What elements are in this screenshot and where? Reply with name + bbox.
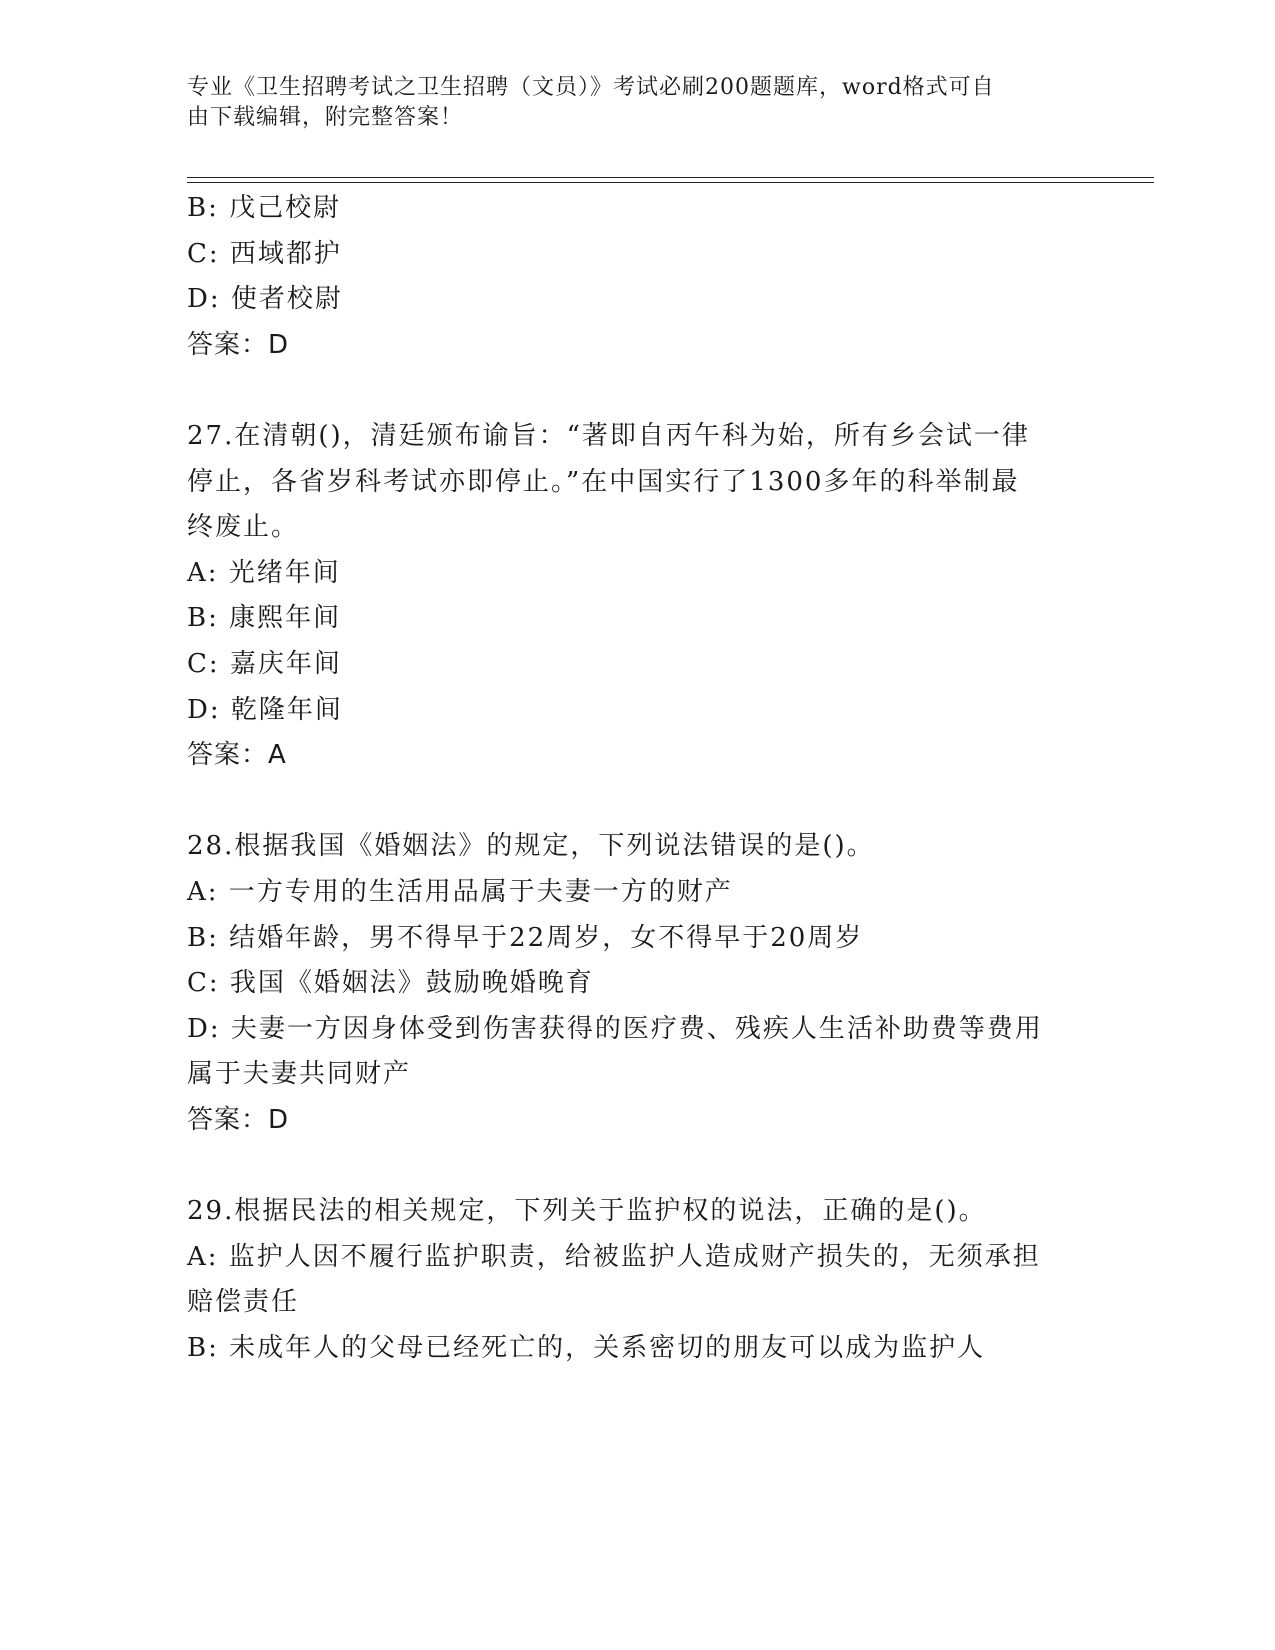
option-c: C: 我国《婚姻法》鼓励晚婚晚育 [187,968,594,999]
answer-line: 答案：D [187,1104,290,1135]
question-body [187,186,1087,1371]
question-29 [187,1189,1087,1371]
question-27 [187,414,1087,779]
answer-line: 答案：D [187,329,290,360]
option-d-continued: 属于夫妻共同财产 [187,1059,412,1090]
option-c: C: 西域都护 [187,238,342,269]
option-d: D: 使者校尉 [187,284,343,315]
option-b: B: 戊己校尉 [187,193,342,223]
header-line-1: 专业《卫生招聘考试之卫生招聘（文员）》考试必刷200题题库，word格式可自 [187,75,995,100]
option-b: B: 结婚年龄，男不得早于22周岁，女不得早于20周岁 [187,922,864,953]
question-stem-line: 27.在清朝()，清廷颁布谕旨：“著即自丙午科为始，所有乡会试一律 [187,420,1030,451]
answer-line: 答案：A [187,740,287,771]
option-a: A: 一方专用的生活用品属于夫妻一方的财产 [187,876,733,907]
spacer [187,1143,1087,1189]
question-stem-line: 28.根据我国《婚姻法》的规定，下列说法错误的是()。 [187,831,875,862]
question-stem-line: 终废止。 [187,512,300,543]
option-b: B: 未成年人的父母已经死亡的，关系密切的朋友可以成为监护人 [187,1332,986,1363]
option-b: B: 康熙年间 [187,603,342,634]
header-divider-top [187,177,1154,178]
option-c: C: 嘉庆年间 [187,648,342,679]
option-a: A: 光绪年间 [187,557,341,588]
spacer [187,779,1087,825]
option-d: D: 乾隆年间 [187,694,343,725]
header-divider-bottom [187,182,1154,183]
option-d: D: 夫妻一方因身体受到伤害获得的医疗费、残疾人生活补助费等费用 [187,1013,1043,1044]
question-26-fragment [187,186,1087,368]
option-a: A: 监护人因不履行监护职责，给被监护人造成财产损失的，无须承担 [187,1241,1041,1272]
question-stem-line: 停止，各省岁科考试亦即停止。”在中国实行了1300多年的科举制最 [187,466,1020,497]
question-stem-line: 29.根据民法的相关规定，下列关于监护权的说法，正确的是()。 [187,1196,987,1227]
header-line-2: 由下载编辑，附完整答案！ [187,105,464,130]
question-28 [187,824,1087,1143]
spacer [187,368,1087,414]
page-header [187,73,1067,133]
option-a-continued: 赔偿责任 [187,1287,300,1318]
